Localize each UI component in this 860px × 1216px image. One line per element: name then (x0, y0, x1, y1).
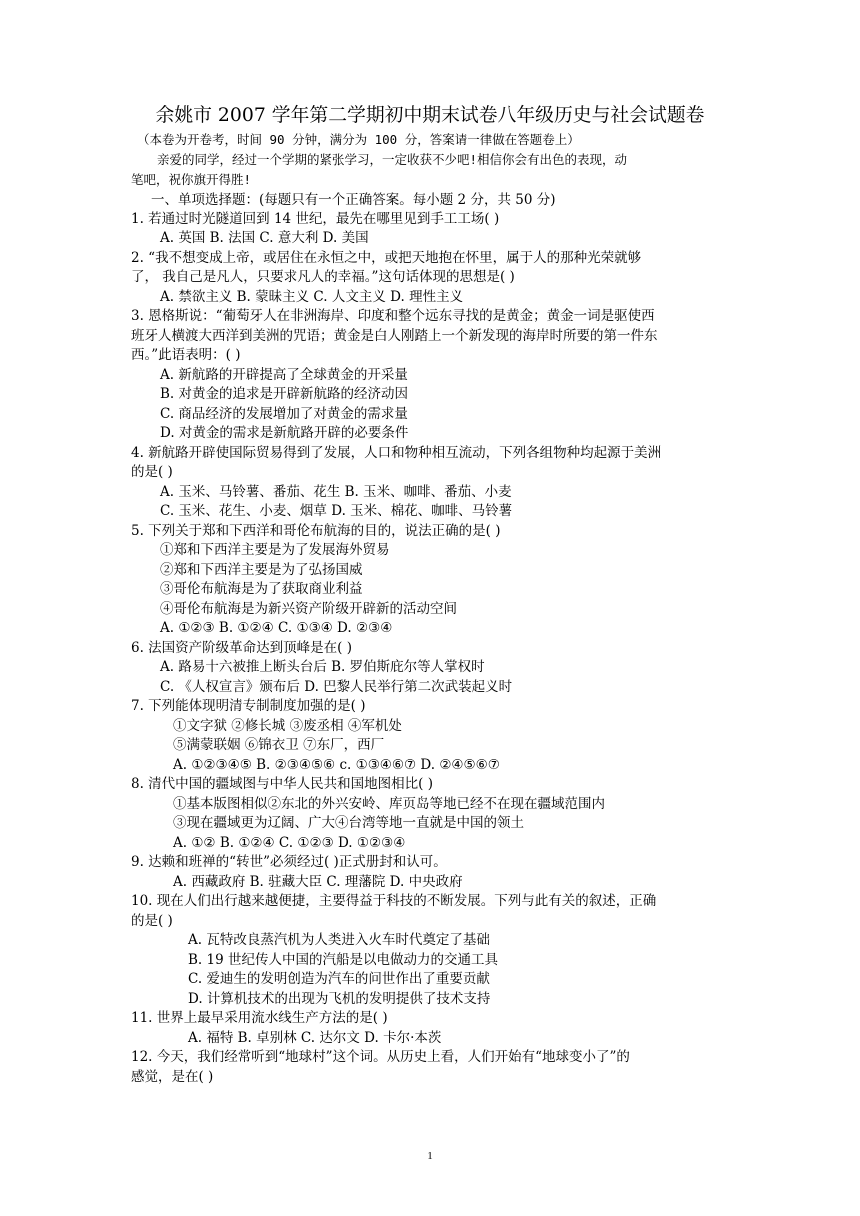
option-line: C. 爱迪生的发明创造为汽车的问世作出了重要贡献 (188, 971, 490, 987)
statement-line: ②郑和下西洋主要是为了弘扬国威 (160, 562, 363, 578)
exam-instructions: （本卷为开卷考，时间 90 分钟，满分为 100 分，答案请一律做在答题卷上） (137, 132, 580, 147)
statement-line: ⑤满蒙联姻 ⑥锦衣卫 ⑦东厂，西厂 (173, 737, 385, 753)
statement-line: ①基本版图相似②东北的外兴安岭、库页岛等地已经不在现在疆域范围内 (173, 796, 605, 812)
question-line: 8. 清代中国的疆域图与中华人民共和国地图相比( ) (131, 776, 433, 792)
question-line: 4. 新航路开辟使国际贸易得到了发展，人口和物种相互流动，下列各组物种均起源于美洲 (131, 445, 662, 461)
option-line: A. 玉米、马铃薯、番茄、花生 B. 玉米、咖啡、番茄、小麦 (160, 484, 512, 500)
question-line: 的是( ) (131, 464, 173, 480)
option-line: B. 19 世纪传人中国的汽船是以电做动力的交通工具 (188, 952, 498, 968)
section-heading: 一、单项选择题：(每题只有一个正确答案。每小题 2 分，共 50 分) (151, 192, 556, 208)
option-line: A. 西藏政府 B. 驻藏大臣 C. 理藩院 D. 中央政府 (173, 874, 463, 890)
statement-line: ③现在疆域更为辽阔、广大④台湾等地一直就是中国的领土 (173, 815, 524, 831)
question-line: 班牙人横渡大西洋到美洲的咒语；黄金是白人刚踏上一个新发现的海岸时所要的第一件东 (131, 328, 658, 344)
question-line: 的是( ) (131, 913, 173, 929)
option-line: D. 对黄金的需求是新航路开辟的必要条件 (160, 425, 409, 441)
question-line: 了， 我自己是凡人，只要求凡人的幸福。”这句话体现的思想是( ) (131, 269, 515, 285)
greeting-line: 笔吧，祝你旗开得胜! (131, 172, 252, 187)
option-line: C. 商品经济的发展增加了对黄金的需求量 (160, 406, 408, 422)
question-line: 3. 恩格斯说：“葡萄牙人在非洲海岸、印度和整个远东寻找的是黄金；黄金一词是驱使西 (131, 308, 655, 324)
option-line: A. 新航路的开辟提高了全球黄金的开采量 (160, 367, 408, 383)
question-line: 西。”此语表明：( ) (131, 347, 241, 363)
statement-line: ①郑和下西洋主要是为了发展海外贸易 (160, 542, 390, 558)
option-line: A. 路易十六被推上断头台后 B. 罗伯斯庇尔等人掌权时 (160, 659, 485, 675)
question-line: 6. 法国资产阶级革命达到顶峰是在( ) (131, 640, 352, 656)
statement-line: ①文字狱 ②修长城 ③废丞相 ④军机处 (173, 718, 402, 734)
question-line: 5. 下列关于郑和下西洋和哥伦布航海的目的，说法正确的是( ) (131, 523, 501, 539)
page-number: 1 (427, 1150, 433, 1162)
option-line: A. ①②③ B. ①②④ C. ①③④ D. ②③④ (160, 620, 393, 636)
statement-line: ④哥伦布航海是为新兴资产阶级开辟新的活动空间 (160, 601, 457, 617)
question-line: 1. 若通过时光隧道回到 14 世纪，最先在哪里见到手工工场( ) (131, 211, 500, 227)
question-line: 11. 世界上最早采用流水线生产方法的是( ) (131, 1010, 388, 1026)
option-line: A. 福特 B. 卓别林 C. 达尔文 D. 卡尔·本茨 (188, 1030, 442, 1046)
question-line: 9. 达赖和班禅的“转世”必须经过( )正式册封和认可。 (131, 854, 447, 870)
question-line: 感觉，是在( ) (131, 1069, 214, 1085)
greeting-line: 亲爱的同学，经过一个学期的紧张学习，一定收获不少吧!相信你会有出色的表现，动 (157, 152, 628, 167)
option-line: A. 禁欲主义 B. 蒙昧主义 C. 人文主义 D. 理性主义 (160, 289, 464, 305)
exam-title: 余姚市 2007 学年第二学期初中期末试卷八年级历史与社会试题卷 (155, 105, 705, 126)
option-line: A. 英国 B. 法国 C. 意大利 D. 美国 (160, 230, 369, 246)
question-line: 2. “我不想变成上帝，或居住在永恒之中，或把天地抱在怀里，属于人的那种光荣就够 (131, 250, 642, 266)
question-line: 10. 现在人们出行越来越便捷，主要得益于科技的不断发展。下列与此有关的叙述，正确 (131, 893, 657, 909)
option-line: B. 对黄金的追求是开辟新航路的经济动因 (160, 386, 409, 402)
option-line: D. 计算机技术的出现为飞机的发明提供了技术支持 (188, 991, 491, 1007)
option-line: A. ①② B. ①②④ C. ①②③ D. ①②③④ (173, 835, 406, 851)
statement-line: ③哥伦布航海是为了获取商业利益 (160, 581, 363, 597)
question-line: 7. 下列能体现明清专制制度加强的是( ) (131, 698, 366, 714)
question-line: 12. 今天，我们经常听到“地球村”这个词。从历史上看，人们开始有“地球变小了”的 (131, 1049, 630, 1065)
option-line: A. ①②③④⑤ B. ②③④⑤⑥ c. ①③④⑥⑦ D. ②④⑤⑥⑦ (173, 757, 500, 773)
option-line: C. 《人权宣言》颁布后 D. 巴黎人民举行第二次武装起义时 (160, 679, 513, 695)
option-line: A. 瓦特改良蒸汽机为人类进入火车时代奠定了基础 (188, 932, 490, 948)
option-line: C. 玉米、花生、小麦、烟草 D. 玉米、棉花、咖啡、马铃薯 (160, 503, 513, 519)
